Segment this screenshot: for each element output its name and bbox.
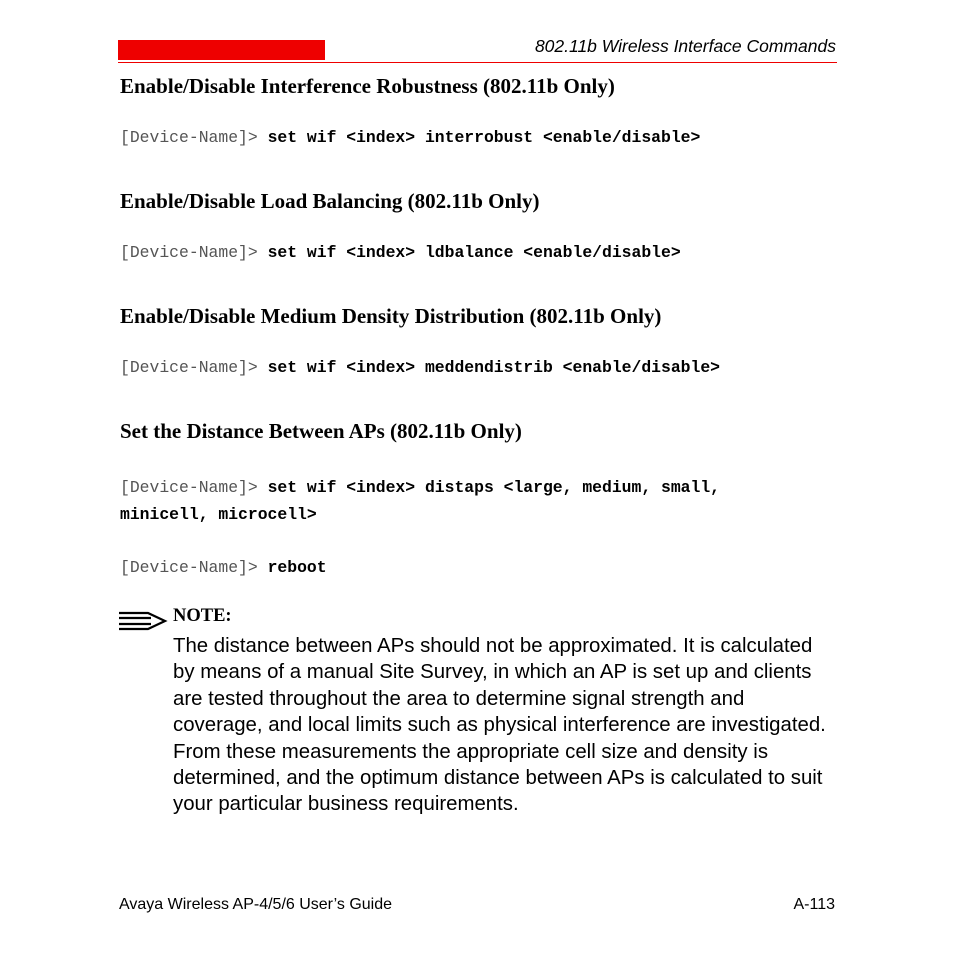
footer-guide-title: Avaya Wireless AP-4/5/6 User’s Guide: [119, 896, 393, 913]
cli-command: set wif <index> interrobust <enable/disable>: [267, 128, 701, 147]
cli-command: set wif <index> distaps <large, medium, small,: [267, 478, 721, 497]
command-distaps-line1: [120, 474, 720, 501]
cli-command-continuation: minicell, microcell>: [120, 505, 317, 524]
cli-prompt: [Device-Name]>: [120, 558, 258, 577]
note-label: NOTE:: [173, 606, 232, 626]
header-accent-bar: [118, 40, 325, 60]
command-ldbalance: [120, 239, 681, 266]
command-interrobust: [120, 124, 700, 151]
cli-prompt: [Device-Name]>: [120, 243, 258, 262]
footer-page-number: A-113: [793, 896, 835, 913]
header-rule: [118, 62, 837, 63]
note-body: The distance between APs should not be approximated. It is calculated by means of a manual Site Survey, in which an AP is set up and clients are tested throughout the area to determine signal strength and coverage, and local limits such as physical interference are investigated. From these measurements the appropriate cell size and density is determined, and the optimum distance between APs is calculated to suit your particular business requirements.: [173, 635, 826, 816]
command-distaps-line2: [120, 501, 317, 528]
cli-prompt: [Device-Name]>: [120, 358, 258, 377]
section-heading-interference-robustness: Enable/Disable Interference Robustness (802.11b Only): [120, 74, 615, 98]
cli-command: reboot: [267, 558, 327, 577]
cli-command: set wif <index> ldbalance <enable/disable>: [267, 243, 681, 262]
running-title: 802.11b Wireless Interface Commands: [534, 36, 836, 56]
section-heading-load-balancing: Enable/Disable Load Balancing (802.11b Only): [120, 189, 540, 213]
section-heading-medium-density: Enable/Disable Medium Density Distribution (802.11b Only): [120, 304, 662, 328]
note-arrow-icon: [118, 610, 168, 632]
command-reboot: [120, 554, 327, 581]
cli-command: set wif <index> meddendistrib <enable/disable>: [267, 358, 721, 377]
cli-prompt: [Device-Name]>: [120, 128, 258, 147]
command-meddendistrib: [120, 354, 720, 381]
cli-prompt: [Device-Name]>: [120, 478, 258, 497]
section-heading-distance-between-aps: Set the Distance Between APs (802.11b Only): [120, 419, 522, 443]
